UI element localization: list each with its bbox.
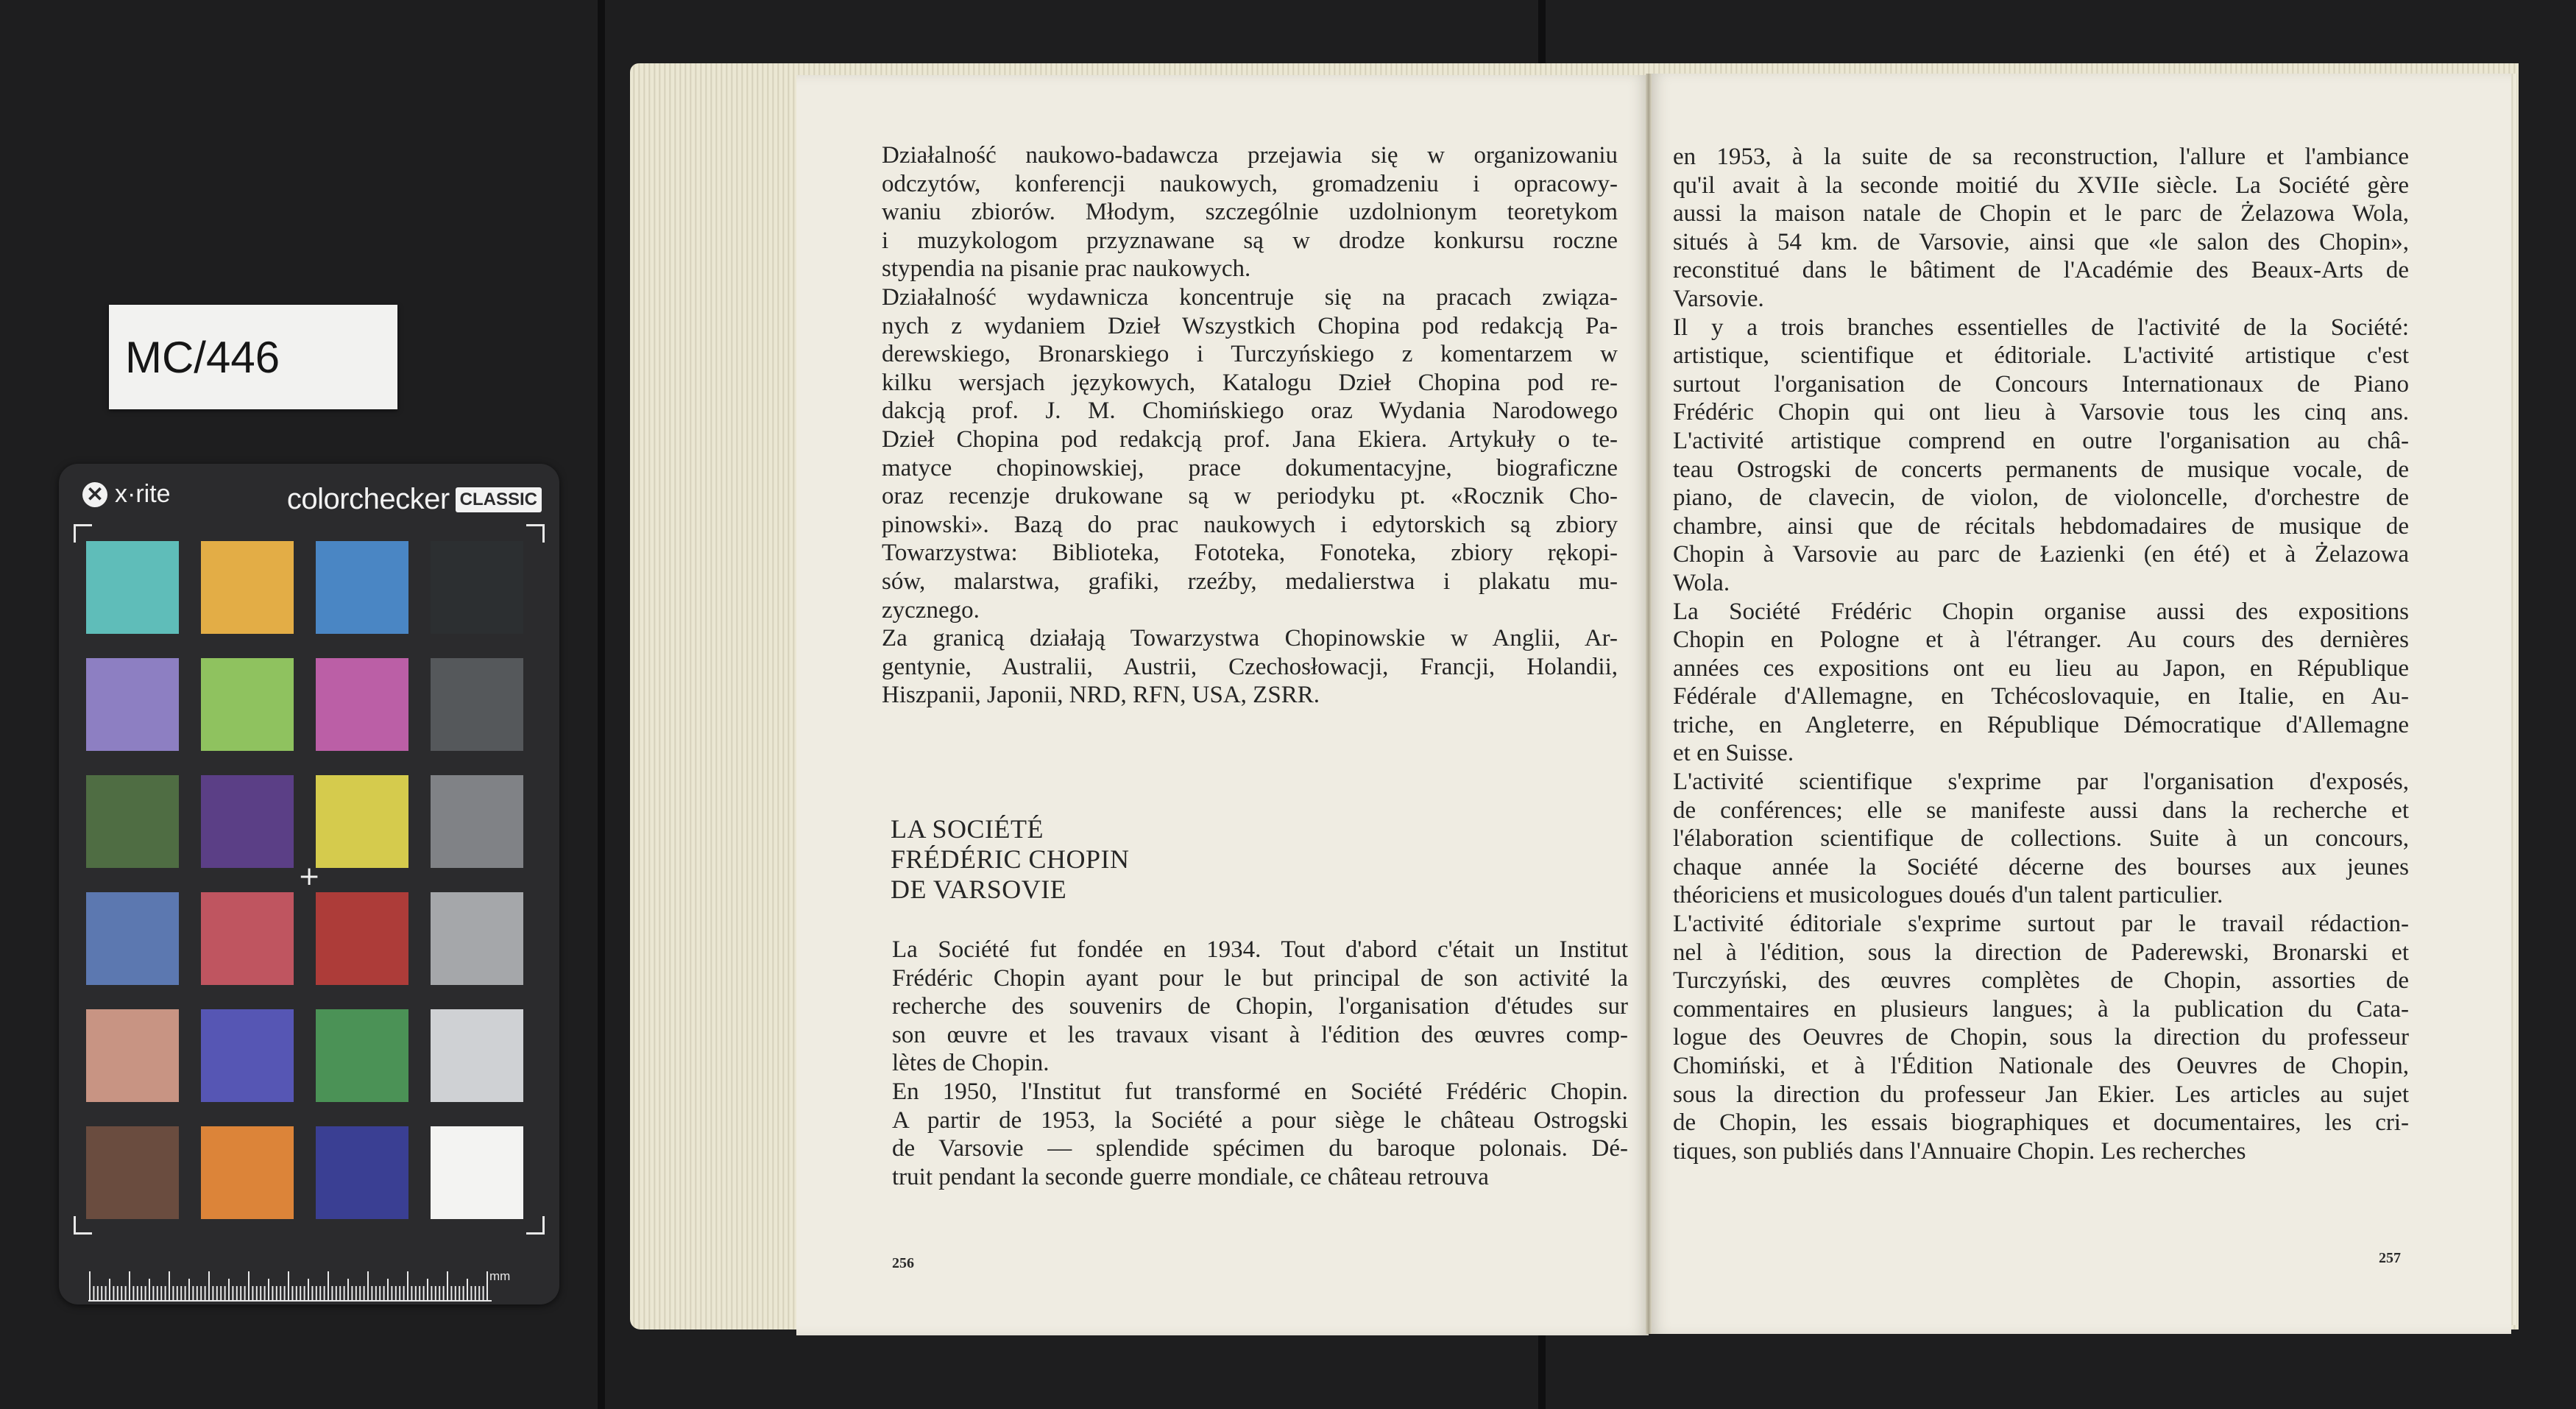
text-line: aussi la maison natale de Chopin et le parc de Żelazowa Wola, [1673, 200, 2409, 227]
catalogue-number: MC/446 [125, 332, 280, 382]
xrite-brand-text: x·rite [115, 480, 171, 508]
catalogue-label [109, 305, 397, 409]
text-line: Działalność wydawnicza koncentruje się na pracach związa- [882, 283, 1618, 311]
color-swatch [201, 775, 294, 868]
text-line: waniu zbiorów. Młodym, szczególnie uzdolnionym teoretykom [882, 199, 1618, 226]
text-line: truit pendant la seconde guerre mondiale, ce château retrouva [892, 1163, 1489, 1190]
color-swatch [86, 1009, 179, 1102]
text-line: commentaires en plusieurs langues; à la publication du Cata- [1673, 995, 2409, 1023]
text-line: Dzieł Chopina pod redakcją prof. Jana Ekiera. Artykuły o te- [882, 425, 1618, 453]
french-text-block-left [892, 936, 1628, 1191]
text-line: matyce chopinowskiej, prace dokumentacyjne, biograficzne [882, 454, 1618, 481]
text-line: et en Suisse. [1673, 740, 1794, 767]
xrite-logo [82, 480, 171, 509]
text-line: Za granicą działają Towarzystwa Chopinowskie w Anglii, Ar- [882, 625, 1618, 652]
text-line: surtout l'organisation de Concours Internationaux de Piano [1673, 370, 2409, 398]
colorchecker-product: colorchecker [286, 483, 450, 515]
text-line: de Chopin, les essais biographiques et documentaires, les cri- [1673, 1109, 2409, 1137]
color-swatch [431, 541, 523, 634]
color-swatch [201, 541, 294, 634]
color-swatch [86, 658, 179, 751]
color-swatch [316, 1009, 408, 1102]
mm-ruler [88, 1270, 492, 1302]
color-swatch [316, 541, 408, 634]
text-line: La Société Frédéric Chopin organise aussi des expositions [1673, 598, 2409, 625]
polish-text-block [882, 141, 1618, 710]
text-line: La Société fut fondée en 1934. Tout d'abord c'était un Institut [892, 936, 1628, 963]
text-line: kilku wersjach językowych, Katalogu Dzieł Chopina pod re- [882, 369, 1618, 396]
crosshair-icon: + [298, 861, 321, 891]
color-swatch [86, 775, 179, 868]
text-line: qu'il avait à la seconde moitié du XVIIe siècle. La Société gère [1673, 172, 2409, 199]
text-line: pinowski». Bazą do prac naukowych i edytorskich są zbiory [882, 511, 1618, 538]
text-line: dakcją prof. J. M. Chomińskiego oraz Wydania Narodowego [882, 398, 1618, 425]
text-line: i muzykologom przyznawane są w drodze konkursu roczne [882, 227, 1618, 254]
color-swatch [431, 1009, 523, 1102]
section-heading [891, 814, 1259, 905]
text-line: chaque année la Société décerne des bourses aux jeunes [1673, 853, 2409, 880]
color-swatch [201, 1009, 294, 1102]
colorchecker-variant-badge: CLASSIC [456, 487, 542, 512]
text-line: nych z wydaniem Dzieł Wszystkich Chopina pod redakcją Pa- [882, 312, 1618, 339]
text-line: de Varsovie — splendide spécimen du baroque polonais. Dé- [892, 1135, 1628, 1162]
color-swatch [431, 658, 523, 751]
text-line: Chopin en Pologne et à l'étranger. Au cours des dernières [1673, 626, 2409, 654]
color-swatch [86, 541, 179, 634]
text-line: Działalność naukowo-badawcza przejawia się w organizowaniu [882, 142, 1618, 169]
text-line: lètes de Chopin. [892, 1050, 1050, 1077]
heading-line: FRÉDÉRIC CHOPIN [891, 844, 1130, 874]
text-line: théoriciens et musicologues doués d'un talent particulier. [1673, 882, 2223, 909]
text-line: En 1950, l'Institut fut transformé en Société Frédéric Chopin. [892, 1078, 1628, 1105]
text-line: piano, de clavecin, de violon, de violoncelle, d'orchestre de [1673, 484, 2409, 512]
crop-corner-mark [526, 1216, 545, 1235]
text-line: son œuvre et les travaux visant à l'édition des œuvres comp- [892, 1021, 1628, 1048]
text-line: sów, malarstwa, grafiki, rzeźby, medalierstwa i plakatu mu- [882, 568, 1618, 595]
color-swatch [431, 1126, 523, 1219]
text-line: logue des Oeuvres de Chopin, sous la direction du professeur [1673, 1024, 2409, 1051]
scanner-bed-stripe [598, 0, 605, 1409]
text-line: l'élaboration scientifique de collections. Suite à un concours, [1673, 825, 2409, 852]
color-swatch [431, 775, 523, 868]
color-swatch [201, 1126, 294, 1219]
text-line: de conférences; elle se manifeste aussi dans la recherche et [1673, 797, 2409, 824]
text-line: Fédérale d'Allemagne, en Tchécoslovaquie, en Italie, en Au- [1673, 683, 2409, 710]
text-line: L'activité artistique comprend en outre l'organisation au châ- [1673, 427, 2409, 454]
book-gutter [1646, 74, 1652, 1334]
text-line: années ces expositions ont eu lieu au Japon, en République [1673, 654, 2409, 682]
color-swatch [86, 1126, 179, 1219]
text-line: oraz recenzje drukowane są w periodyku pt. «Rocznik Cho- [882, 483, 1618, 510]
xrite-mark-icon: ✕ [82, 482, 107, 507]
text-line: Frédéric Chopin ayant pour le but principal de son activité la [892, 964, 1628, 992]
text-line: Il y a trois branches essentielles de l'activité de la Société: [1673, 314, 2409, 341]
color-swatch [201, 658, 294, 751]
text-line: tiques, son publiés dans l'Annuaire Chopin. Les recherches [1673, 1137, 2246, 1165]
text-line: Wola. [1673, 569, 1730, 596]
heading-line: DE VARSOVIE [891, 875, 1067, 904]
text-line: en 1953, à la suite de sa reconstruction, l'allure et l'ambiance [1673, 144, 2409, 170]
color-swatch [431, 892, 523, 985]
color-swatch [316, 892, 408, 985]
text-line: derewskiego, Bronarskiego i Turczyńskiego z komentarzem w [882, 341, 1618, 368]
page-number-left: 256 [892, 1255, 914, 1271]
colorchecker-title [287, 483, 542, 516]
text-line: Chopin à Varsovie au parc de Łazienki (en été) et à Żelazowa [1673, 541, 2409, 568]
text-line: zycznego. [882, 596, 980, 624]
color-swatch [316, 775, 408, 868]
text-line: stypendia na pisanie prac naukowych. [882, 255, 1251, 283]
text-line: L'activité éditoriale s'exprime surtout par le travail rédaction- [1673, 911, 2409, 938]
crop-corner-mark [74, 524, 92, 543]
text-line: A partir de 1953, la Société a pour siège le château Ostrogski [892, 1106, 1628, 1134]
text-line: Frédéric Chopin qui ont lieu à Varsovie tous les cinq ans. [1673, 399, 2409, 426]
crop-corner-mark [526, 524, 545, 543]
text-line: gentynie, Australii, Austrii, Czechosłowacji, Francji, Holandii, [882, 653, 1618, 680]
text-line: triche, en Angleterre, en République Démocratique d'Allemagne [1673, 711, 2409, 738]
text-line: Chomiński, et à l'Édition Nationale des Oeuvres de Chopin, [1673, 1053, 2409, 1079]
text-line: nel à l'édition, sous la direction de Paderewski, Bronarski et [1673, 939, 2409, 966]
color-swatch [316, 1126, 408, 1219]
text-line: Towarzystwa: Biblioteka, Fototeka, Fonoteka, zbiory rękopi- [882, 540, 1618, 567]
text-line: teau Ostrogski de concerts permanents de musique vocale, de [1673, 456, 2409, 483]
heading-line: LA SOCIÉTÉ [891, 814, 1044, 844]
color-swatch [201, 892, 294, 985]
text-line: odczytów, konferencji naukowych, gromadzeniu i opracowy- [882, 170, 1618, 197]
text-line: Varsovie. [1673, 285, 1764, 312]
text-line: L'activité scientifique s'exprime par l'organisation d'exposés, [1673, 769, 2409, 796]
text-line: Turczyński, des œuvres complètes de Chopin, assorties de [1673, 967, 2409, 995]
text-line: situés à 54 km. de Varsovie, ainsi que «le salon des Chopin», [1673, 228, 2409, 255]
text-line: chambre, ainsi que de récitals hebdomadaires de musique de [1673, 512, 2409, 540]
text-line: recherche des souvenirs de Chopin, l'organisation d'études sur [892, 993, 1628, 1020]
text-line: Hiszpanii, Japonii, NRD, RFN, USA, ZSRR. [882, 682, 1320, 709]
text-line: sous la direction du professeur Jan Ekier. Les articles au sujet [1673, 1081, 2409, 1108]
color-checker-card [59, 464, 559, 1304]
text-line: artistique, scientifique et éditoriale. L'activité artistique c'est [1673, 342, 2409, 370]
text-line: reconstitué dans le bâtiment de l'Académie des Beaux-Arts de [1673, 257, 2409, 284]
color-swatch [86, 892, 179, 985]
french-text-block-right [1673, 143, 2409, 1165]
color-swatch [316, 658, 408, 751]
page-number-right: 257 [2379, 1250, 2401, 1266]
ruler-unit: mm [489, 1269, 511, 1283]
